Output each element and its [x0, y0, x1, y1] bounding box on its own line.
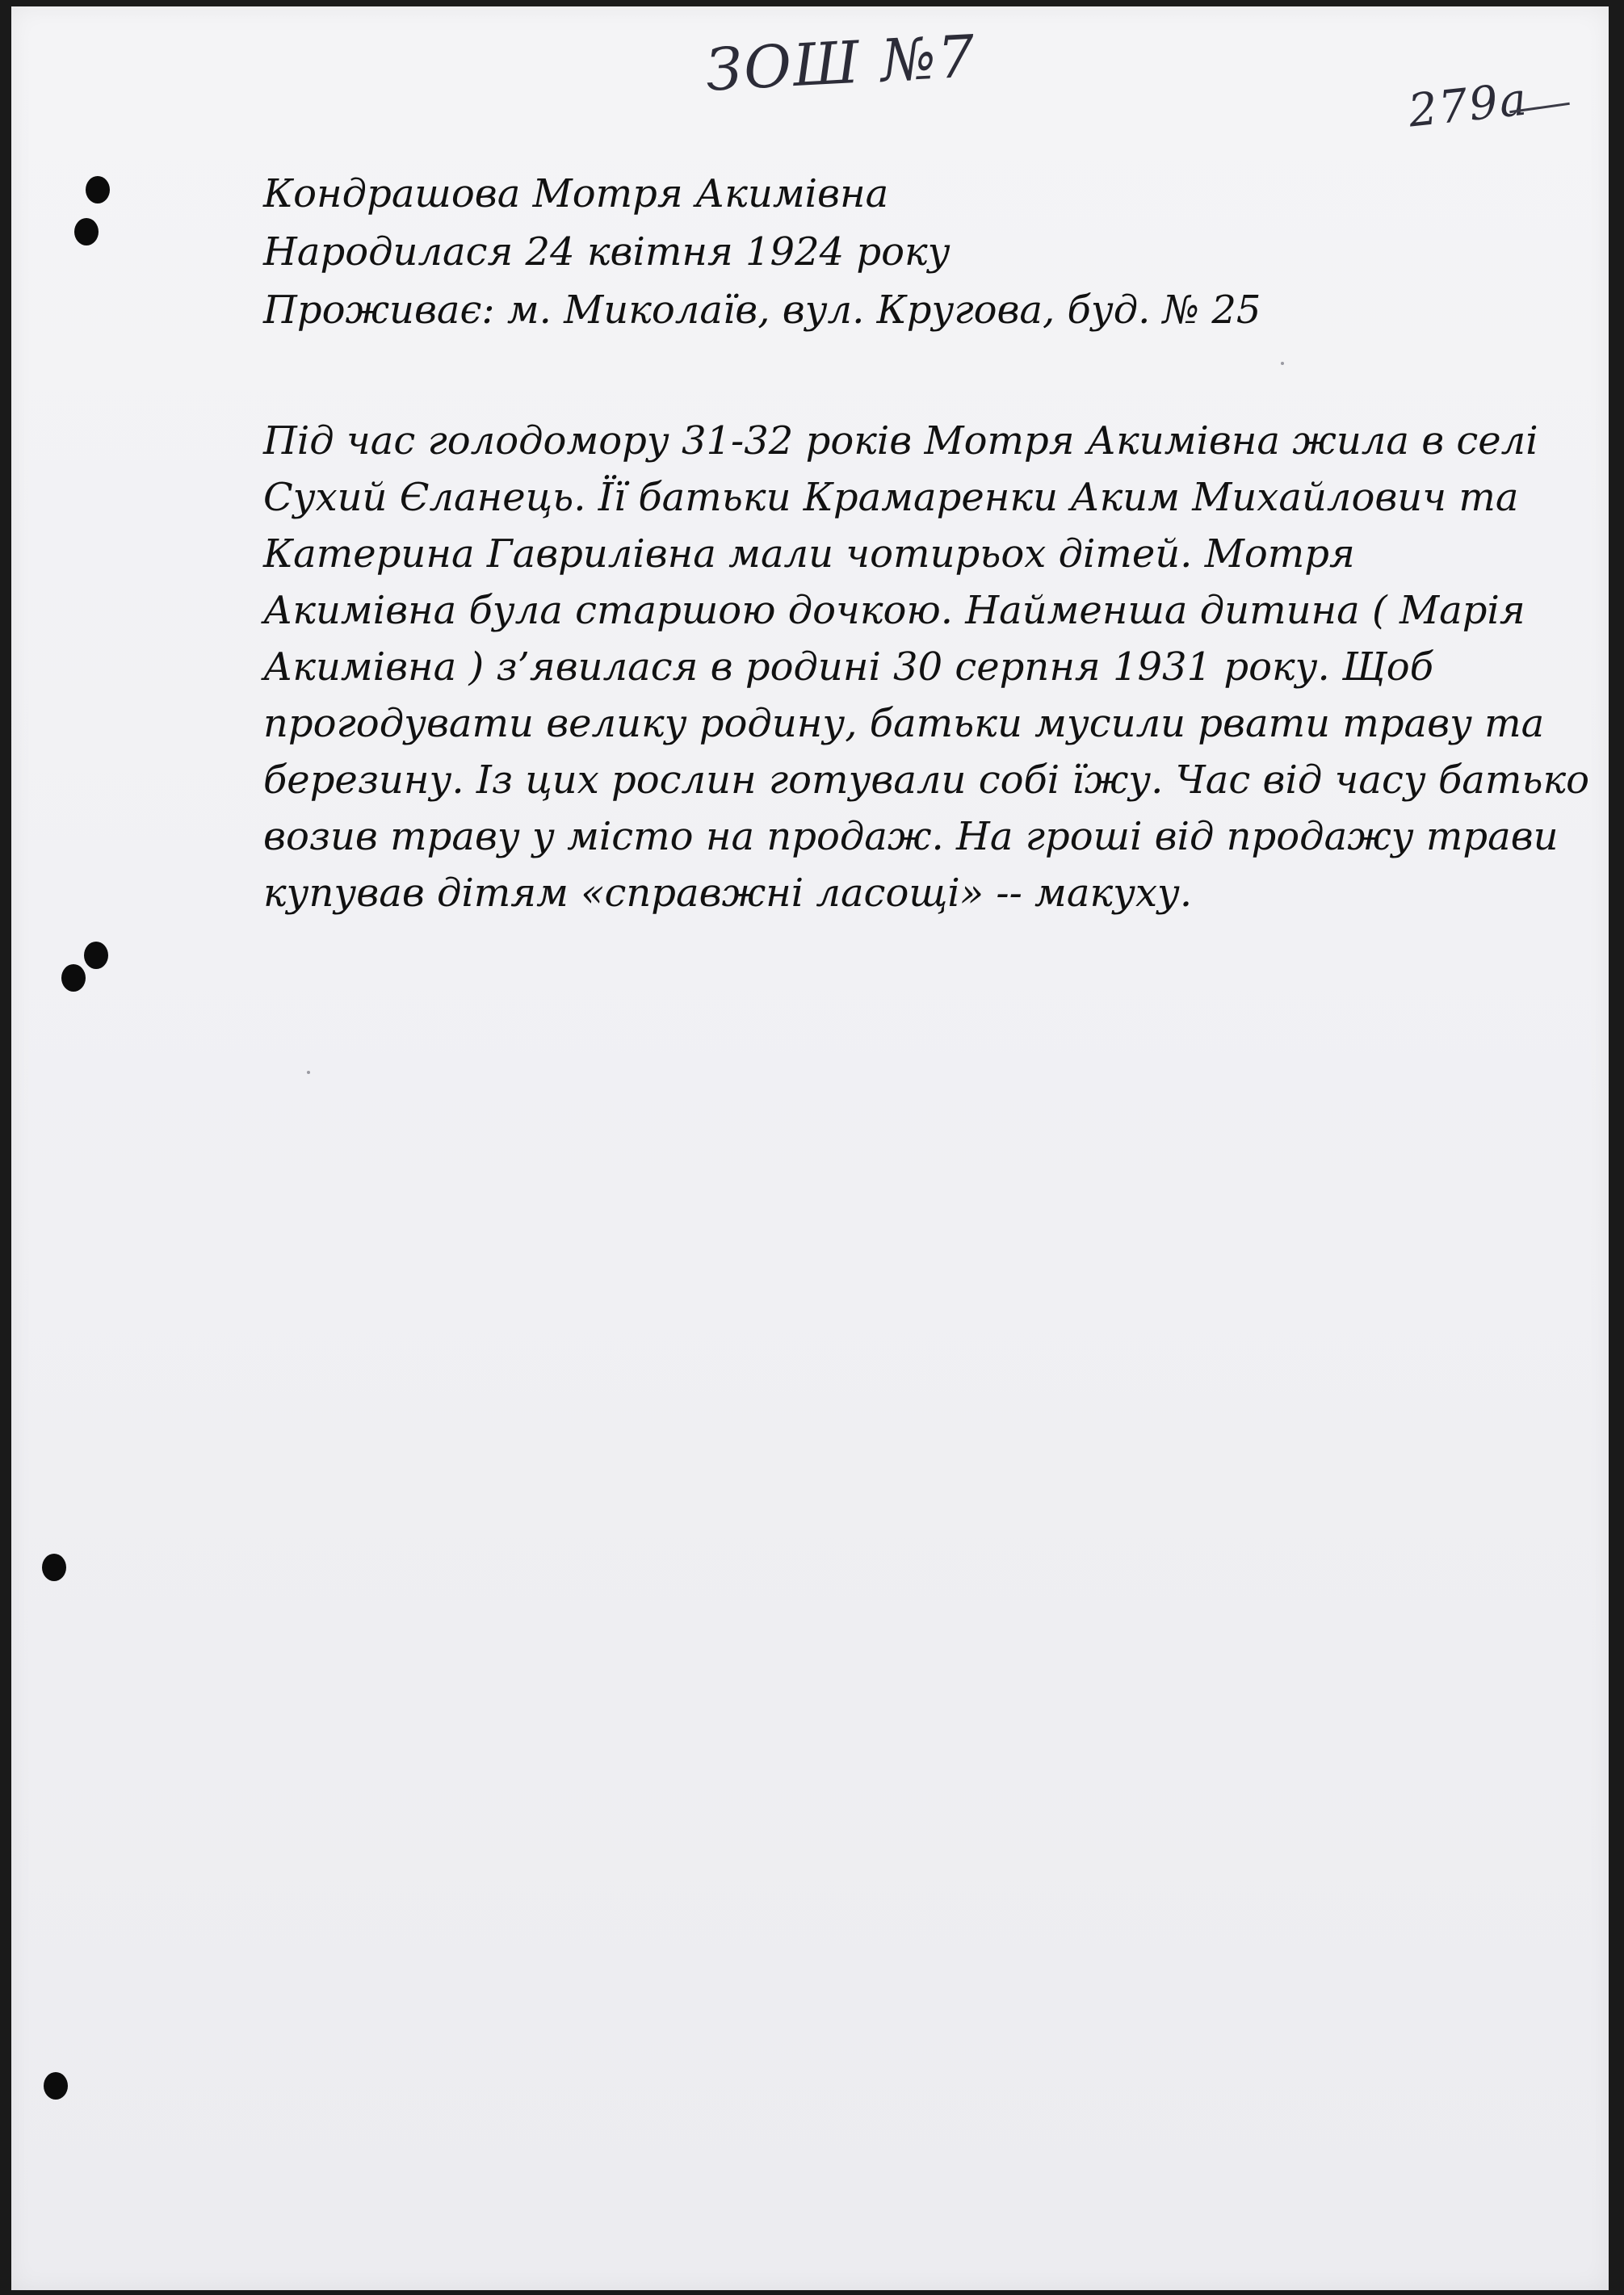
birth-date: Народилася 24 квітня 1924 року — [263, 229, 950, 275]
text-line: Акимівна ) з’явилася в родині 30 серпня 1931 року. Щоб — [263, 644, 1433, 690]
text-line: Під час голодомору 31-32 років Мотря Акимівна жила в селі — [263, 418, 1538, 464]
testimony-text — [263, 413, 1590, 921]
handwritten-page-number: 279а — [1406, 73, 1531, 138]
text-line: купував дітям «справжні ласощі» -- макуху. — [263, 871, 1193, 916]
paper-speck — [307, 1071, 310, 1074]
paper-speck — [1281, 362, 1284, 365]
header-block — [263, 165, 1261, 339]
address: Проживає: м. Миколаїв, вул. Кругова, буд. № 25 — [263, 287, 1261, 333]
text-line: Сухий Єланець. Її батьки Крамаренки Аким Михайлович та — [263, 475, 1519, 520]
text-line: березину. Із цих рослин готували собі їжу. Час від часу батько — [263, 757, 1590, 803]
punch-hole — [44, 2072, 68, 2100]
punch-hole — [42, 1554, 66, 1581]
text-line: возив траву у місто на продаж. На гроші від продажу трави — [263, 814, 1559, 859]
text-line: прогодувати велику родину, батьки мусили рвати траву та — [263, 701, 1545, 746]
handwritten-school-note: ЗОШ №7 — [704, 22, 978, 104]
punch-hole — [84, 942, 108, 969]
text-line: Акимівна була старшою дочкою. Найменша дитина ( Марія — [263, 588, 1525, 633]
punch-hole — [86, 176, 110, 203]
person-name: Кондрашова Мотря Акимівна — [263, 171, 889, 216]
punch-hole — [74, 218, 99, 245]
text-line: Катерина Гаврилівна мали чотирьох дітей. Мотря — [263, 531, 1355, 577]
punch-hole — [61, 964, 86, 992]
document-page — [11, 6, 1609, 2290]
